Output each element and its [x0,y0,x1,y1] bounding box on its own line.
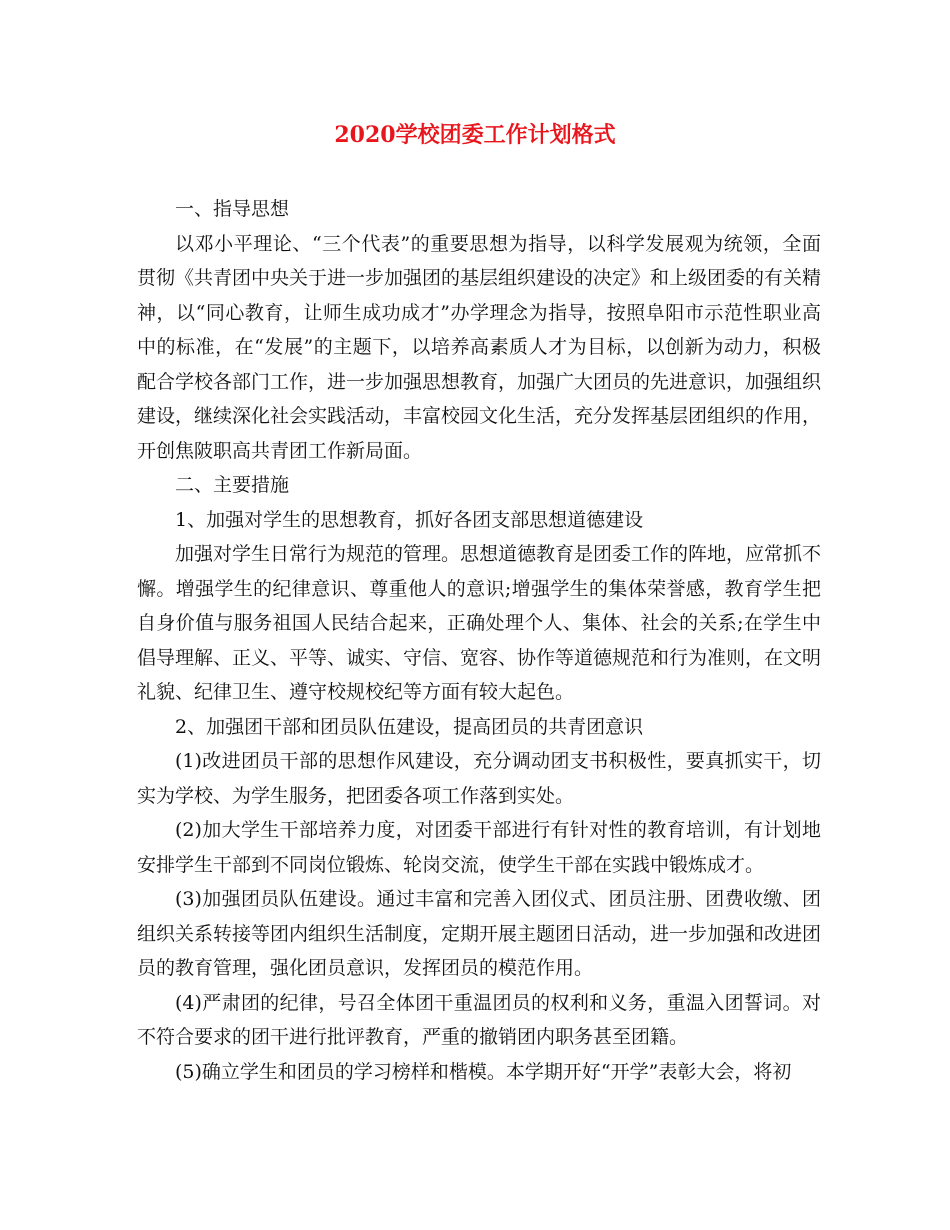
section-heading-guiding-thought: 一、指导思想 [175,198,290,220]
document-title: 2020学校团委工作计划格式 [334,122,616,148]
subheading: 2、加强团干部和团员队伍建设，提高团员的共青团意识 [175,715,644,738]
list-item: (5)确立学生和团员的学习榜样和楷模。本学期开好“开学”表彰大会，将初 [175,1060,792,1083]
document-body [137,192,821,1089]
list-item: (3)加强团员队伍建设。通过丰富和完善入团仪式、团员注册、团费收缴、团组织关系转接等团内组织生活制度，定期开展主题团日活动，进一步加强和改进团员的教育管理，强化团员意识，发挥团员的模范作用。 [137,888,822,979]
list-item: (4)严肃团的纪律，号召全体团干重温团员的权利和义务，重温入团誓词。对不符合要求的团干进行批评教育，严重的撤销团内职务甚至团籍。 [137,991,821,1048]
subheading: 1、加强对学生的思想教育，抓好各团支部思想道德建设 [175,508,644,531]
paragraph: 加强对学生日常行为规范的管理。思想道德教育是团委工作的阵地，应常抓不懈。增强学生的纪律意识、尊重他人的意识;增强学生的集体荣誉感，教育学生把自身价值与服务祖国人民结合起来，正确处理个人、集体、社会的关系;在学生中倡导理解、正义、平等、诚实、守信、宽容、协作等道德规范和行为准则，在文明礼貌、纪律卫生、遵守校规校纪等方面有较大起色。 [137,543,822,703]
list-item: (2)加大学生干部培养力度，对团委干部进行有针对性的教育培训，有计划地安排学生干部到不同岗位锻炼、轮岗交流，使学生干部在实践中锻炼成才。 [137,819,821,876]
list-item: (1)改进团员干部的思想作风建设，充分调动团支书积极性，要真抓实干，切实为学校、为学生服务，把团委各项工作落到实处。 [137,750,821,807]
section-heading-main-measures: 二、主要措施 [175,474,290,496]
paragraph: 以邓小平理论、“三个代表”的重要思想为指导，以科学发展观为统领，全面贯彻《共青团中央关于进一步加强团的基层组织建设的决定》和上级团委的有关精神，以“同心教育，让师生成功成才”办学理念为指导，按照阜阳市示范性职业高中的标准，在“发展”的主题下，以培养高素质人才为目标，以创新为动力，积极配合学校各部门工作，进一步加强思想教育，加强广大团员的先进意识，加强组织建设，继续深化社会实践活动，丰富校园文化生活，充分发挥基层团组织的作用，开创焦陂职高共青团工作新局面。 [137,232,822,462]
